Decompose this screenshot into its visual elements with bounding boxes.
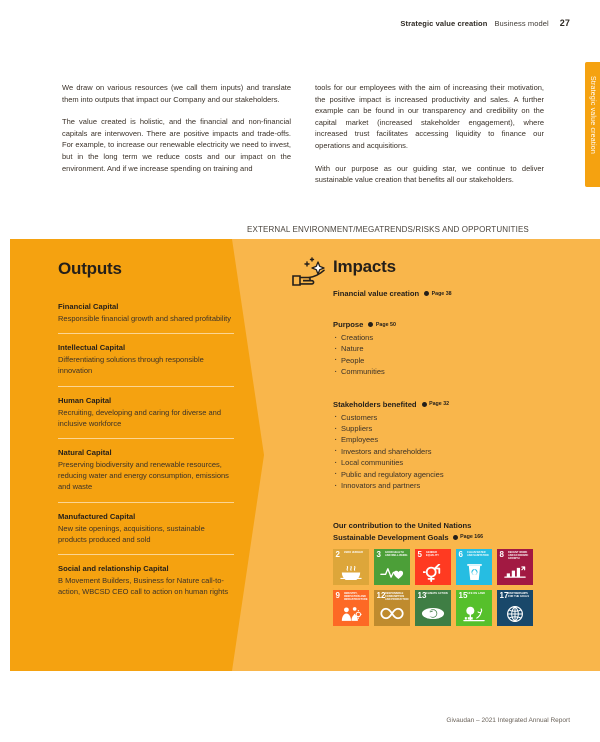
intro-paragraph: tools for our employees with the aim of increasing their motivation, the positive impact is increased productivity and sales. A further example can be found in our transparency and credibility on the capital market (increased stakeholder engagement), where increased trust facilitates accessing liquidity to finance our operations and acquisitions.: [315, 83, 544, 150]
stakeholders-page-ref[interactable]: [422, 401, 450, 407]
outputs-title: Outputs: [58, 259, 122, 278]
hand-with-sparkles-icon: [290, 256, 330, 290]
sdg-water-icon: [456, 562, 492, 583]
purpose-list-item: · People: [333, 355, 548, 366]
output-item: [58, 438, 234, 502]
intro-paragraph: We draw on various resources (we call them inputs) and translate them into outputs that impact our Company and our stakeholders.: [62, 83, 291, 104]
sdg-gender-icon: [415, 562, 451, 583]
external-environment-caption: EXTERNAL ENVIRONMENT/MEGATRENDS/RISKS AND OPPORTUNITIES: [247, 225, 529, 234]
sdg-number: 8: [499, 550, 504, 560]
sdg-partnership-icon: [497, 603, 533, 624]
page-ref-dot-icon: [424, 291, 429, 296]
impacts-header: [333, 257, 548, 277]
stakeholders-list-item: · Public and regulatory agencies: [333, 469, 548, 480]
sdg-label: CLIMATE ACTION: [426, 591, 448, 595]
financial-value-page-ref[interactable]: [424, 291, 452, 297]
stakeholders-list-item: · Suppliers: [333, 423, 548, 434]
sdg-bowl-icon: [333, 562, 369, 583]
sdg-heartbeat-icon: [374, 562, 410, 583]
output-item-title: Manufactured Capital: [58, 511, 136, 521]
sdg-number: 5: [417, 550, 422, 560]
sdg-label: CLEAN WATER AND SANITATION: [467, 550, 489, 557]
sdg-page-ref[interactable]: [453, 532, 483, 543]
impacts-title: Impacts: [333, 257, 396, 276]
header-section-title: Strategic value creation: [400, 19, 488, 28]
output-item: [58, 502, 234, 554]
intro-left-column: [62, 82, 291, 186]
output-item-title: Financial Capital: [58, 302, 119, 311]
sdg-heading-line1: Our contribution to the United Nations: [333, 521, 472, 531]
page-number: 27: [559, 18, 570, 28]
side-tab-label: Strategic value creation: [589, 76, 596, 154]
sdg-tile[interactable]: [374, 549, 410, 585]
sdg-label: GENDER EQUALITY: [426, 550, 439, 557]
intro-right-column: [315, 82, 544, 186]
page-ref-label: Page 38: [431, 290, 452, 297]
purpose-label: Purpose: [333, 320, 364, 329]
sdg-infinity-icon: [374, 603, 410, 624]
value-creation-diagram: [10, 239, 600, 671]
purpose-list-item: · Communities: [333, 366, 548, 377]
stakeholders-list-item: · Employees: [333, 434, 548, 445]
sdg-tile[interactable]: [374, 590, 410, 626]
outputs-content: [58, 239, 234, 606]
output-item-description: New site openings, acquisitions, sustainable products produced and sold: [58, 523, 205, 544]
sdg-number: 13: [417, 591, 427, 601]
sdg-label: PARTNERSHIPS FOR THE GOALS: [508, 591, 530, 598]
sdg-climate-icon: [415, 603, 451, 624]
purpose-page-ref[interactable]: [368, 322, 396, 328]
sdg-number: 3: [376, 550, 381, 560]
financial-value-creation-row: [333, 289, 548, 298]
sdg-label: INDUSTRY, INNOVATION AND INFRASTRUCTURE: [344, 591, 368, 601]
output-item-title: Human Capital: [58, 395, 112, 405]
stakeholders-list: [333, 412, 548, 492]
sdg-tile[interactable]: [456, 549, 492, 585]
sdg-heading-line2: Sustainable Development Goals: [333, 532, 449, 542]
sdg-tile[interactable]: [333, 590, 369, 626]
purpose-list: [333, 332, 548, 378]
output-item: [58, 333, 234, 385]
page-ref-dot-icon: [453, 535, 458, 540]
output-item-title: Intellectual Capital: [58, 343, 126, 353]
output-item-description: B Movement Builders, Business for Nature call-to-action, WBCSD CEO call to action on human rights: [58, 576, 229, 597]
sdg-number: 15: [458, 591, 468, 601]
sdg-label: GOOD HEALTH AND WELL-BEING: [385, 550, 408, 557]
output-item-description: Recruiting, developing and caring for diverse and inclusive workforce: [58, 407, 222, 428]
impacts-content: [333, 239, 548, 626]
purpose-list-item: · Creations: [333, 332, 548, 343]
purpose-header: [333, 320, 548, 329]
footer: Givaudan – 2021 Integrated Annual Report: [446, 717, 570, 724]
sdg-tile[interactable]: [333, 549, 369, 585]
header-subsection: Business model: [494, 19, 549, 28]
sdg-number: 17: [499, 591, 509, 601]
sdg-growth-icon: [497, 562, 533, 583]
side-tab-strategic-value-creation[interactable]: [585, 62, 600, 187]
stakeholders-list-item: · Innovators and partners: [333, 480, 548, 491]
page-ref-label: Page 166: [460, 533, 484, 540]
page-ref-label: Page 50: [375, 321, 396, 328]
stakeholders-block: [333, 400, 548, 492]
purpose-list-item: · Nature: [333, 343, 548, 354]
stakeholders-label: Stakeholders benefited: [333, 399, 417, 409]
output-item: [58, 293, 234, 333]
sdg-tile[interactable]: [415, 549, 451, 585]
stakeholders-list-item: · Investors and shareholders: [333, 446, 548, 457]
sdg-label: ZERO HUNGER: [344, 550, 363, 554]
sdg-label: LIFE ON LAND: [467, 591, 485, 595]
sdg-number: 12: [376, 591, 386, 601]
output-item: [58, 386, 234, 438]
stakeholders-list-item: · Local communities: [333, 457, 548, 468]
sdg-number: 9: [335, 591, 340, 601]
output-item-description: Differentiating solutions through responsible innovation: [58, 355, 204, 376]
intro-paragraph: With our purpose as our guiding star, we continue to deliver sustainable value creation that benefits all our stakeholders.: [315, 163, 544, 185]
sdg-heading: [333, 521, 548, 543]
sdg-grid: [333, 549, 548, 626]
page-header: [400, 18, 570, 28]
outputs-list: [58, 293, 234, 606]
output-item-description: Responsible financial growth and shared profitability: [58, 314, 232, 323]
sdg-label: RESPONSIBLE CONSUMPTION AND PRODUCTION: [385, 591, 409, 601]
sdg-block: [333, 521, 548, 626]
output-item-title: Natural Capital: [58, 448, 112, 458]
sdg-number: 6: [458, 550, 463, 560]
sdg-industry-icon: [333, 603, 369, 624]
sdg-tile[interactable]: [415, 590, 451, 626]
sdg-label: DECENT WORK AND ECONOMIC GROWTH: [508, 550, 529, 560]
stakeholders-header: [333, 400, 548, 409]
financial-value-creation-label: Financial value creation: [333, 289, 420, 298]
sdg-tile[interactable]: [497, 590, 533, 626]
sdg-land-icon: [456, 603, 492, 624]
intro-paragraph: The value created is holistic, and the financial and non-financial capitals are interwoven. There are positive impacts and trade-offs. For example, to increase our renewable electricity we need to invest, but in the long term we reduce costs and our impact on the environment. And if we increase spending on training and: [62, 117, 291, 173]
sdg-tile[interactable]: [456, 590, 492, 626]
intro-text: [62, 82, 544, 186]
page-ref-dot-icon: [422, 402, 427, 407]
purpose-block: [333, 320, 548, 378]
page-ref-label: Page 32: [429, 401, 450, 408]
output-item-title: Social and relationship Capital: [58, 564, 169, 574]
stakeholders-list-item: · Customers: [333, 412, 548, 423]
output-item: [58, 554, 234, 606]
output-item-description: Preserving biodiversity and renewable resources, reducing water and energy consumption, emissions and waste: [58, 460, 229, 492]
sdg-tile[interactable]: [497, 549, 533, 585]
sdg-number: 2: [335, 550, 340, 560]
page-ref-dot-icon: [368, 322, 373, 327]
